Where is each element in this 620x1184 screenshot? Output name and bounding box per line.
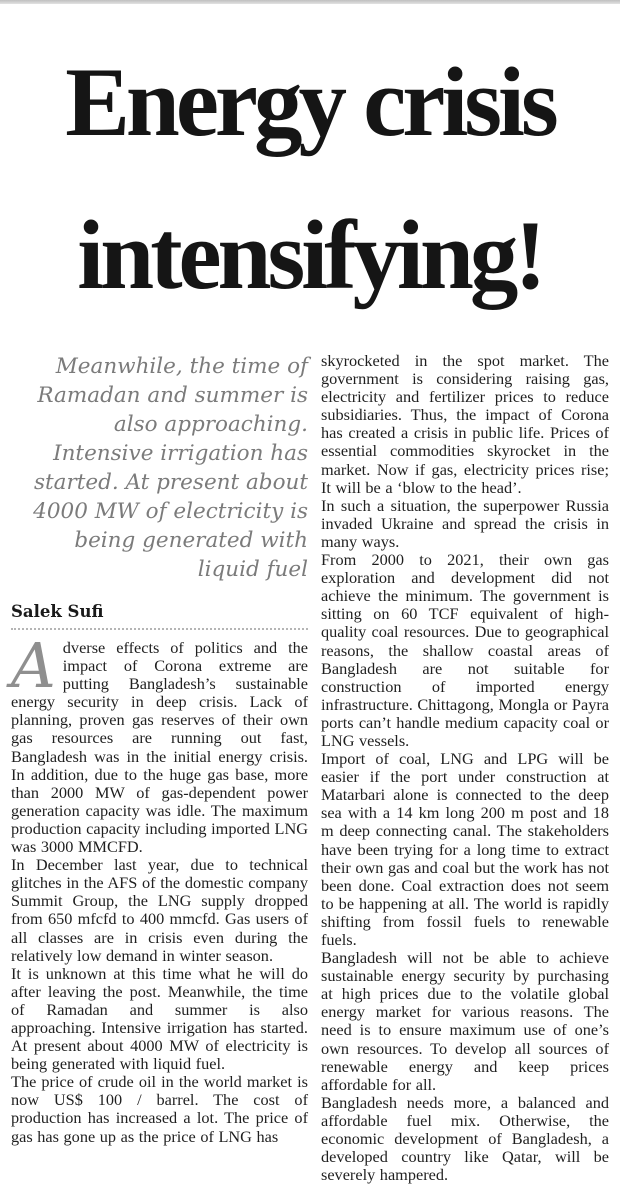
headline-line-1: Energy crisis xyxy=(65,47,555,157)
drop-cap-letter: A xyxy=(11,629,56,702)
paragraph: Bangladesh will not be able to achieve sustainable energy security by purchasing at high prices due to the volatile global energy market for various reasons. The need is to ensure maximum use of one’s own resources. To develop all sources of renewable energy and keep prices affordable for all. xyxy=(321,948,609,1094)
right-column xyxy=(321,352,609,1184)
article-headline xyxy=(4,26,616,332)
paragraph: Import of coal, LNG and LPG will be easier if the port under construction at Matarbari alone is connected to the deep sea with a 14 km long 200 m post and 18 m deep connecting canal. The stakeholders have been trying for a long time to extract their own gas and coal but the work has not been done. Coal extraction does not seem to be happening at all. The world is rapidly shifting from fossil fuels to renewable fuels. xyxy=(321,749,609,949)
paragraph: Bangladesh needs more, a balanced and affordable fuel mix. Otherwise, the economic development of Bangladesh, a developed country like Qatar, will be severely hampered. xyxy=(321,1092,609,1184)
paragraph-text: dverse effects of politics and the impact of Corona extreme are putting Bangladesh’s sustainable energy security in deep crisis. Lack of planning, proven gas reserves of their own gas resources are running out fast, Bangladesh was in the initial energy crisis. In addition, due to the huge gas base, more than 2000 MW of gas-dependent power generation capacity was idle. The maximum production capacity including imported LNG was 3000 MMCFD. xyxy=(11,638,308,857)
paragraph: It is unknown at this time what he will do after leaving the post. Meanwhile, the time of Ramadan and summer is also approaching. Intensive irrigation has started. At present about 4000 MW of electricity is being generated with liquid fuel. xyxy=(11,963,308,1074)
page-top-edge xyxy=(0,0,620,4)
byline: Salek Sufi xyxy=(11,600,308,630)
headline-line-2: intensifying! xyxy=(77,200,543,310)
paragraph xyxy=(11,629,308,857)
paragraph: skyrocketed in the spot market. The government is considering raising gas, electricity and fertilizer prices to reduce subsidiaries. Thus, the impact of Corona has created a crisis in public life. Prices of essential commodities skyrocket in the market. Now if gas, electricity prices rise; It will be a ‘blow to the head’. xyxy=(321,351,609,497)
left-column xyxy=(11,352,308,1184)
paragraph: From 2000 to 2021, their own gas exploration and development did not achieve the minimum. The government is sitting on 60 TCF equivalent of high-quality coal resources. Due to geographical reasons, the shallow coastal areas of Bangladesh are not suitable for construction of imported energy infrastructure. Chittagong, Mongla or Payra ports can’t handle medium capacity coal or LNG vessels. xyxy=(321,550,609,750)
paragraph: In December last year, due to technical glitches in the AFS of the domestic company Summit Group, the LNG supply dropped from 650 mfcfd to 400 mmcfd. Gas users of all classes are in crisis even during the relatively low demand in winter season. xyxy=(11,855,308,965)
pull-quote: Meanwhile, the time of Ramadan and summer is also approaching. Intensive irrigation has started. At present about 4000 MW of electricity is being generated with liquid fuel xyxy=(33,354,308,582)
paragraph: The price of crude oil in the world market is now US$ 100 / barrel. The cost of production has increased a lot. The price of gas has gone up as the price of LNG has xyxy=(11,1072,308,1146)
article-columns xyxy=(0,326,620,1184)
left-column-body xyxy=(11,629,308,1146)
paragraph: In such a situation, the superpower Russia invaded Ukraine and spread the crisis in many ways. xyxy=(321,495,609,551)
